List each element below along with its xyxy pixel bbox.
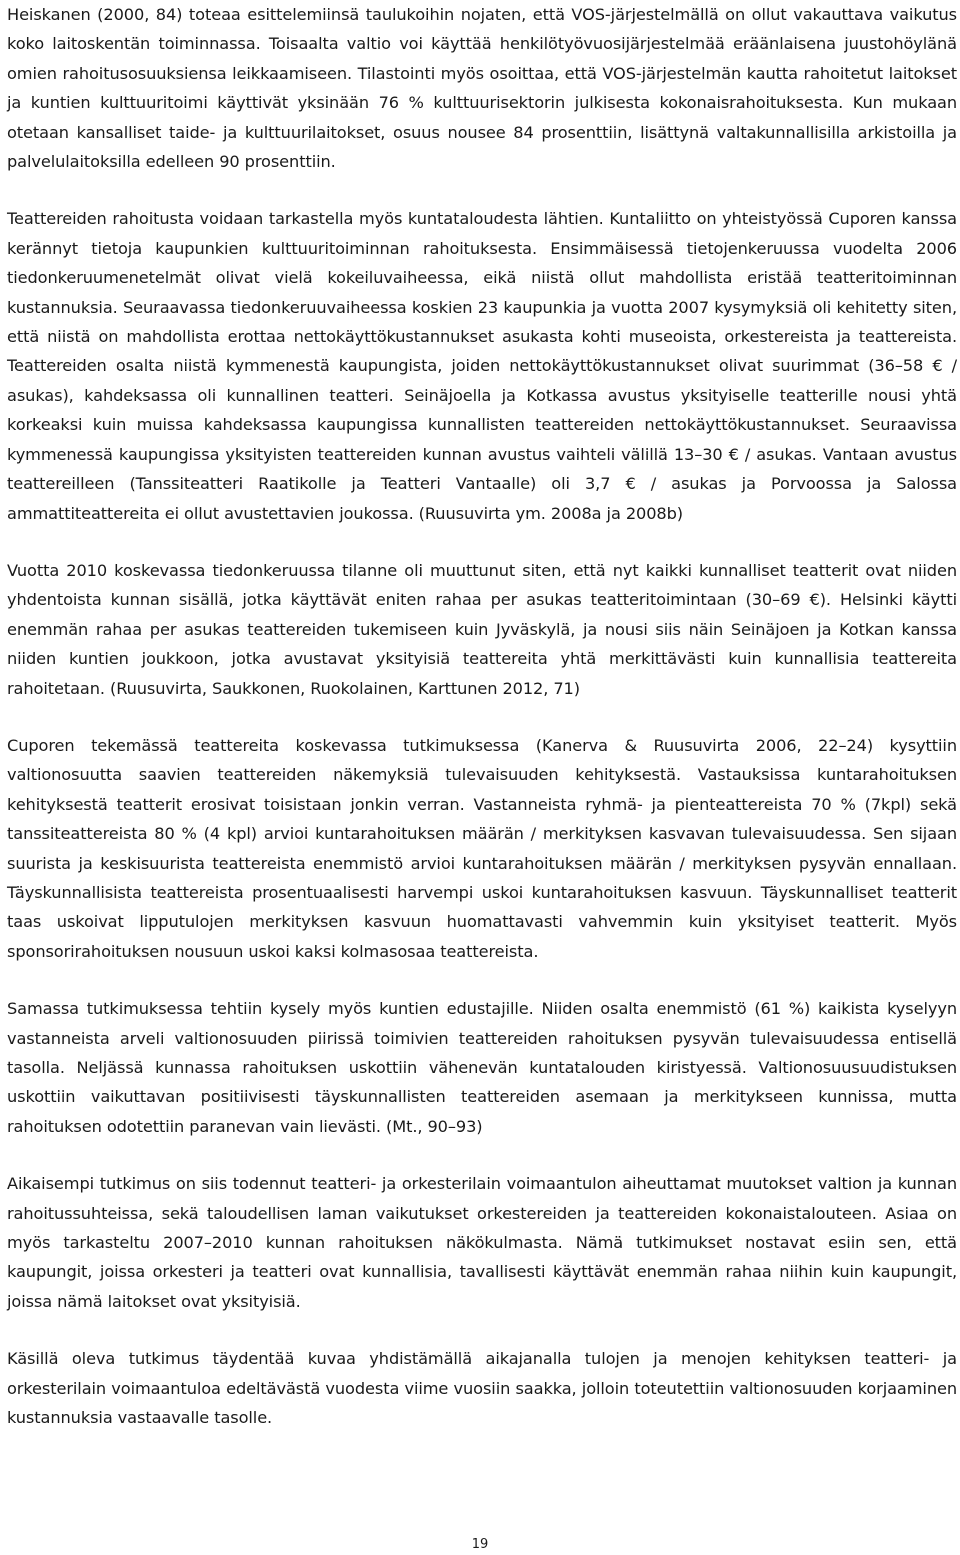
paragraph-2: Teattereiden rahoitusta voidaan tarkastella myös kuntataloudesta lähtien. Kuntaliitto on yhteistyössä Cuporen kanssa kerännyt tietoja kaupunkien kulttuuritoiminnan rahoituksesta. Ensimmäisessä tietojenkeruussa vuodelta 2006 tiedonkeruumenetelmät olivat vielä kokeiluvaiheessa, eikä niistä ollut mahdollista eristää teatteritoiminnan kustannuksia. Seuraavassa tiedonkeruuvaiheessa koskien 23 kaupunkia ja vuotta 2007 kysymyksiä oli kehitetty siten, että niistä on mahdollista erottaa nettokäyttökustannukset asukasta kohti museoista, orkestereista ja teattereista. Teattereiden osalta niistä kymmenestä kaupungista, joiden nettokäyttökustannukset olivat suurimmat (36–58 € / asukas), kahdeksassa oli kunnallinen teatteri. Seinäjoella ja Kotkassa avustus yksityiselle teatterille nousi yhtä korkeaksi kuin muissa kahdeksassa kaupungissa kunnallisten teattereiden nettokäyttökustannukset. Seuraavissa kymmenessä kaupungissa yksityisten teattereiden kunnan avustus vaihteli välillä 13–30 € / asukas. Vantaan avustus teattereilleen (Tanssiteatteri Raatikolle ja Teatteri Vantaalle) oli 3,7 € / asukas ja Porvoossa ja Salossa ammattiteattereita ei ollut avustettavien joukossa. (Ruusuvirta ym. 2008a ja 2008b)	[7, 209, 957, 523]
paragraph-4: Cuporen tekemässä teattereita koskevassa tutkimuksessa (Kanerva & Ruusuvirta 2006, 22–24) kysyttiin valtionosuutta saavien teattereiden näkemyksiä tulevaisuuden kehityksestä. Vastauksissa kuntarahoituksen kehityksestä teatterit erosivat toisistaan jonkin verran. Vastanneista ryhmä- ja pienteattereista 70 % (7kpl) sekä tanssiteattereista 80 % (4 kpl) arvioi kuntarahoituksen määrän / merkityksen kasvavan tulevaisuudessa. Sen sijaan suurista ja keskisuurista teattereista enemmistö arvioi kuntarahoituksen määrän / merkityksen pysyvän ennallaan. Täyskunnallisista teattereista prosentuaalisesti harvempi uskoi kuntarahoituksen kasvuun. Täyskunnalliset teatterit taas uskoivat lipputulojen merkityksen kasvuun huomattavasti vahvemmin kuin yksityiset teatterit. Myös sponsorirahoituksen nousuun uskoi kaksi kolmasosaa teattereista.	[7, 735, 957, 961]
paragraph-7: Käsillä oleva tutkimus täydentää kuvaa yhdistämällä aikajanalla tulojen ja menojen kehityksen teatteri- ja orkesterilain voimaantuloa edeltävästä vuodesta viime vuosiin saakka, jolloin toteutettiin valtionosuuden korjaaminen kustannuksia vastaavalle tasolle.	[7, 1349, 957, 1428]
paragraph-3: Vuotta 2010 koskevassa tiedonkeruussa tilanne oli muuttunut siten, että nyt kaikki kunnalliset teatterit ovat niiden yhdentoista kunnan sisällä, jotka käyttävät eniten rahaa per asukas teatteritoimintaan (30–69 €). Helsinki käytti enemmän rahaa per asukas teattereiden tukemiseen kuin Jyväskylä, ja nousi siis näin Seinäjoen ja Kotkan kanssa niiden kuntien joukkoon, jotka avustavat yksityisiä teattereita yhtä merkittävästi kuin kunnallisia teattereita rahoitetaan. (Ruusuvirta, Saukkonen, Ruokolainen, Karttunen 2012, 71)	[7, 560, 957, 698]
paragraph-1: Heiskanen (2000, 84) toteaa esittelemiinsä taulukoihin nojaten, että VOS-järjestelmällä on ollut vakauttava vaikutus koko laitoskentän toiminnassa. Toisaalta valtio voi käyttää henkilötyövuosijärjestelmää eräänlaisena juustohöylänä omien rahoitusosuuksiensa leikkaamiseen. Tilastointi myös osoittaa, että VOS-järjestelmän kautta rahoitetut laitokset ja kuntien kulttuuritoimi käyttivät yksinään 76 % kulttuurisektorin julkisesta kokonaisrahoituksesta. Kun mukaan otetaan kansalliset taide- ja kulttuurilaitokset, osuus nousee 84 prosenttiin, lisättynä valtakunnallisilla arkistoilla ja palvelulaitoksilla edelleen 90 prosenttiin.	[7, 5, 957, 172]
document-page	[7, 0, 957, 1460]
page-number: 19	[471, 1537, 489, 1552]
paragraph-6: Aikaisempi tutkimus on siis todennut teatteri- ja orkesterilain voimaantulon aiheuttamat muutokset valtion ja kunnan rahoitussuhteissa, sekä taloudellisen laman vaikutukset orkestereiden ja teattereiden kokonaistalouteen. Asiaa on myös tarkasteltu 2007–2010 kunnan rahoituksen näkökulmasta. Nämä tutkimukset nostavat esiin sen, että kaupungit, joissa orkesteri ja teatteri ovat kunnallisia, tavallisesti käyttävät enemmän rahaa niihin kuin kaupungit, joissa nämä laitokset ovat yksityisiä.	[7, 1174, 957, 1311]
paragraph-5: Samassa tutkimuksessa tehtiin kysely myös kuntien edustajille. Niiden osalta enemmistö (61 %) kaikista kyselyyn vastanneista arveli valtionosuuden piirissä toimivien teattereiden rahoituksen pysyvän tulevaisuudessa entisellä tasolla. Neljässä kunnassa rahoituksen uskottiin vähenevän kuntatalouden kiristyessä. Valtionosuusuudistuksen uskottiin vaikuttavan positiivisesti täyskunnallisten teattereiden asemaan ja merkitykseen kunnissa, mutta rahoituksen odotettiin paranevan vain lievästi. (Mt., 90–93)	[7, 999, 957, 1136]
